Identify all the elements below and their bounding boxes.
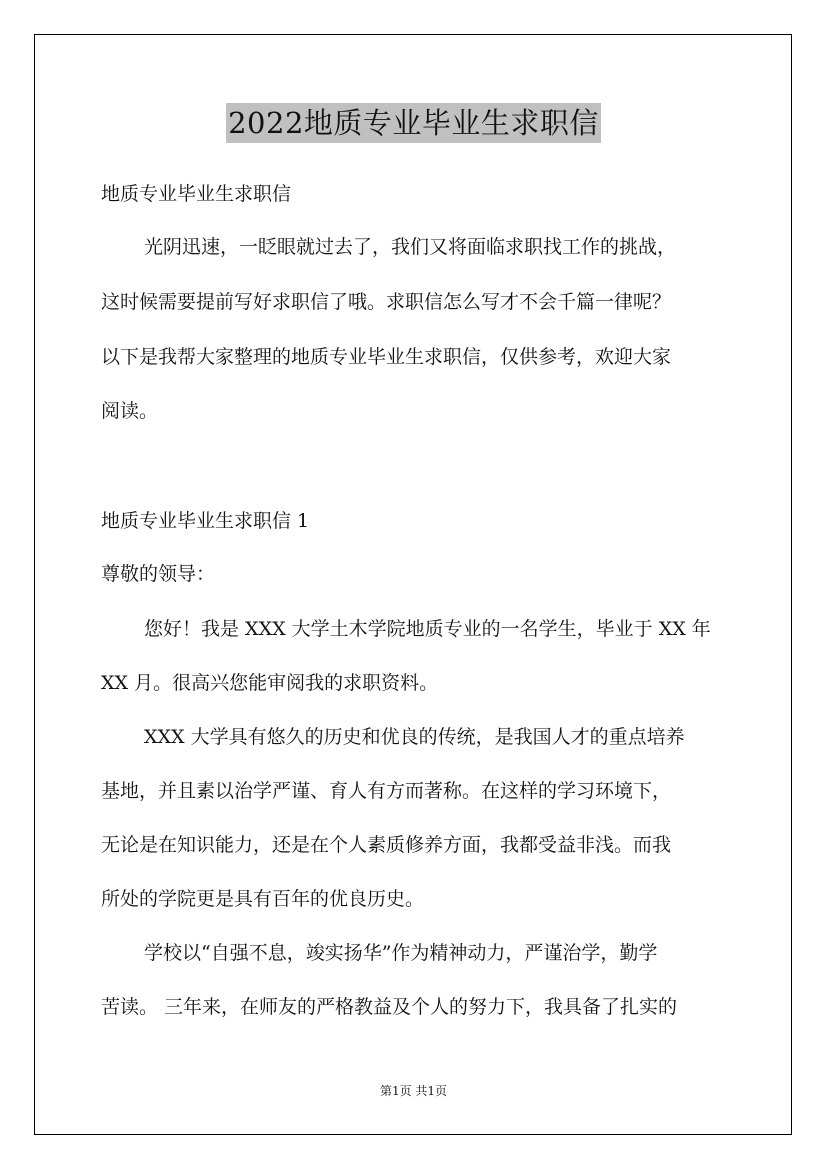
- paragraph-line: 以下是我帮大家整理的地质专业毕业生求职信，仅供参考，欢迎大家: [101, 346, 672, 368]
- paragraph-line: 所处的学院更是具有百年的优良历史。: [101, 888, 425, 910]
- paragraph-line: 基地，并且素以治学严谨、育人有方而著称。在这样的学习环境下，: [101, 780, 672, 802]
- paragraph-line: 学校以“自强不息，竣实扬华”作为精神动力，严谨治学，勤学: [144, 942, 658, 964]
- paragraph-line: 无论是在知识能力，还是在个人素质修养方面，我都受益非浅。而我: [101, 834, 672, 856]
- page-number: 第1页 共1页: [379, 1084, 448, 1098]
- paragraph-line: 阅读。: [101, 400, 159, 422]
- salutation: 尊敬的领导：: [101, 563, 216, 585]
- section-heading: 地质专业毕业生求职信: [101, 183, 292, 205]
- paragraph-line: 您好！我是 XXX 大学土木学院地质专业的一名学生，毕业于 XX 年: [144, 618, 711, 640]
- section-heading: 地质专业毕业生求职信 1: [101, 510, 310, 532]
- document-title: 2022地质专业毕业生求职信: [226, 103, 601, 143]
- title-container: [0, 103, 827, 143]
- paragraph-line: 苦读。 三年来，在师友的严格教益及个人的努力下，我具备了扎实的: [101, 996, 678, 1018]
- paragraph-line: XX 月。很高兴您能审阅我的求职资料。: [101, 672, 439, 694]
- paragraph-line: 这时候需要提前写好求职信了哦。求职信怎么写才不会千篇一律呢？: [101, 291, 672, 313]
- paragraph-line: XXX 大学具有悠久的历史和优良的传统，是我国人才的重点培养: [144, 726, 685, 748]
- paragraph-line: 光阴迅速，一眨眼就过去了，我们又将面临求职找工作的挑战，: [144, 236, 677, 258]
